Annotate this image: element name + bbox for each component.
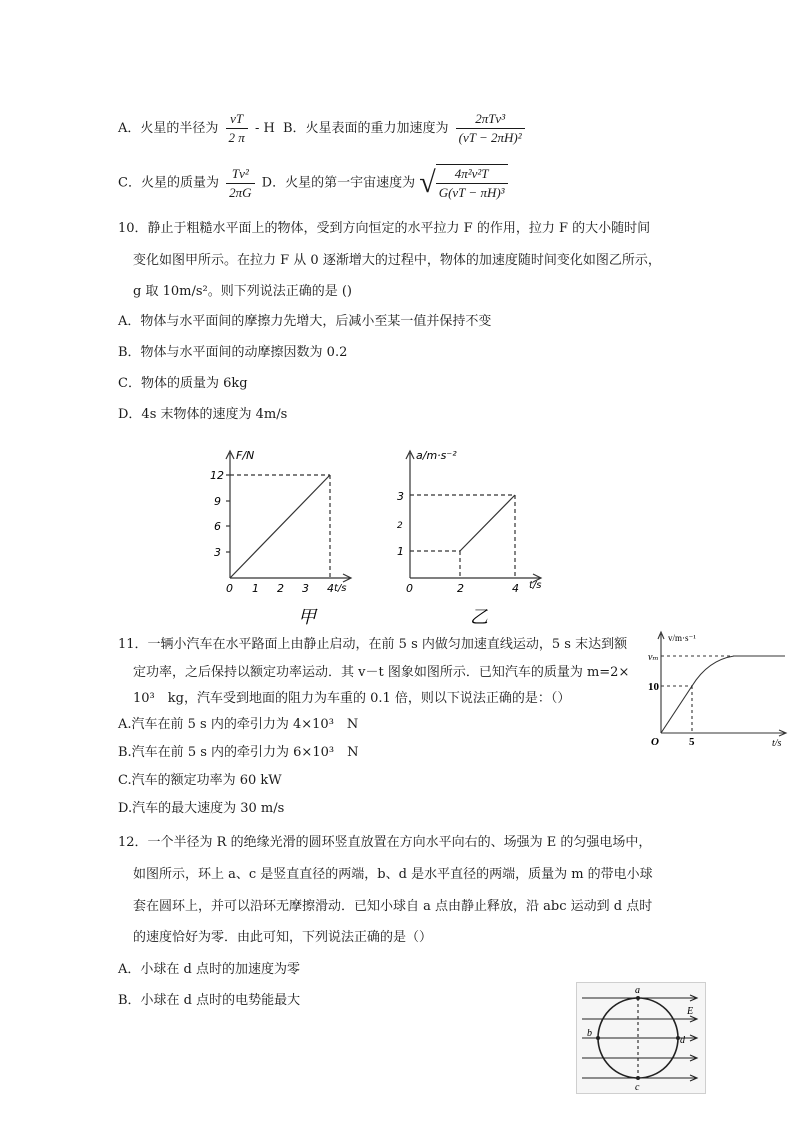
- q11-option-b: B.汽车在前 5 s 内的牵引力为 6×10³ N: [118, 745, 359, 760]
- q12-point-d: d: [680, 1035, 685, 1046]
- q10-yi-caption: 乙: [470, 607, 488, 628]
- q9-option-a-label: A．火星的半径为: [118, 121, 219, 136]
- q10-jia-ytick: 9: [214, 495, 221, 508]
- q10-yi-ylabel: a/m·s⁻²: [416, 449, 457, 462]
- q10-option-d: D．4s 末物体的速度为 4m/s: [118, 407, 288, 422]
- q12-stem-line4: 的速度恰好为零．由此可知，下列说法正确的是（）: [133, 930, 433, 945]
- q10-jia-xtick: 2: [277, 582, 284, 595]
- q11-graph-xlabel: t/s: [772, 738, 782, 748]
- q11-option-c: C.汽车的额定功率为 60 kW: [118, 773, 282, 788]
- q10-jia-xlabel: t/s: [334, 583, 347, 594]
- q12-stem-line1: 12．一个半径为 R 的绝缘光滑的圆环竖直放置在方向水平向右的、场强为 E 的匀强电场中，: [118, 835, 652, 850]
- q12-stem-line2: 如图所示，环上 a、c 是竖直直径的两端，b、d 是水平直径的两端，质量为 m 的带电小球: [133, 867, 653, 882]
- q11-graph-origin: O: [651, 736, 659, 748]
- q11-graph-y10: 10: [648, 681, 659, 693]
- sqrt-sign: √: [419, 166, 436, 199]
- q10-yi-xtick: 4: [512, 582, 519, 595]
- q10-yi-xtick: 2: [457, 582, 464, 595]
- q9-option-c-label: C．火星的质量为: [118, 175, 219, 191]
- q10-jia-caption: 甲: [298, 607, 316, 628]
- q11-stem-line2: 定功率，之后保持以额定功率运动．其 v－t 图象如图所示．已知汽车的质量为 m=2×: [133, 665, 630, 680]
- q12-field-diagram: [576, 982, 706, 1094]
- q9-option-d-label: D．火星的第一宇宙速度为: [261, 175, 416, 191]
- q10-jia-xtick: 1: [252, 582, 259, 595]
- q10-graph-yi: [385, 445, 560, 630]
- q10-jia-ytick: 3: [214, 546, 221, 559]
- q11-option-d: D.汽车的最大速度为 30 m/s: [118, 801, 285, 816]
- q12-field-E: E: [687, 1006, 694, 1017]
- q10-yi-xtick: 0: [406, 582, 413, 595]
- q10-jia-ytick: 6: [214, 520, 221, 533]
- q10-option-c: C．物体的质量为 6kg: [118, 376, 248, 391]
- q10-stem-line2: 变化如图甲所示。在拉力 F 从 0 逐渐增大的过程中，物体的加速度随时间变化如图乙所示，: [133, 253, 661, 268]
- q10-stem-line1: 10．静止于粗糙水平面上的物体，受到方向恒定的水平拉力 F 的作用，拉力 F 的大小随时间: [118, 221, 651, 236]
- q10-yi-xlabel: t/s: [529, 580, 542, 591]
- q10-jia-xtick: 3: [302, 582, 309, 595]
- q12-point-a: a: [635, 985, 640, 996]
- q9-option-d-fraction: $\frac{\text{4π²v²T}}{\text{G(vT − πH)³}}$: [436, 164, 508, 202]
- q12-point-b: b: [587, 1028, 592, 1039]
- q11-stem-line3: 10³ kg，汽车受到地面的阻力为车重的 0.1 倍，则以下说法正确的是：（）: [133, 691, 571, 706]
- q10-yi-ytick: 2: [397, 521, 403, 531]
- q11-graph-x5: 5: [689, 736, 695, 748]
- q9-option-b-fraction: $\frac{\text{2πTv³}}{\text{(vT − 2πH)²}}$: [456, 110, 525, 147]
- q10-option-b: B．物体与水平面间的动摩擦因数为 0.2: [118, 345, 348, 360]
- q10-option-a: A．物体与水平面间的摩擦力先增大，后减小至某一值并保持不变: [118, 314, 492, 329]
- q12-point-c: c: [635, 1082, 640, 1093]
- q9-option-c: [118, 164, 511, 202]
- q10-graph-jia: [200, 445, 360, 630]
- q9-option-a-fraction: $\frac{vT}{2 \pi}$: [226, 110, 248, 147]
- q10-jia-ylabel: F/N: [236, 449, 255, 462]
- q11-vt-graph: [648, 628, 792, 748]
- q9-option-a-tail: - H: [254, 121, 275, 136]
- q10-jia-xtick: 4: [327, 582, 334, 595]
- q11-option-a: A.汽车在前 5 s 内的牵引力为 4×10³ N: [118, 717, 359, 732]
- q10-yi-ytick: 1: [397, 545, 404, 558]
- q9-option-a: [118, 110, 528, 147]
- q11-graph-ylabel: v/m·s⁻¹: [668, 633, 696, 643]
- q9-option-b-label: B．火星表面的重力加速度为: [282, 121, 449, 136]
- q11-stem-line1: 11．一辆小汽车在水平路面上由静止启动，在前 5 s 内做匀加速直线运动，5 s 末达到额: [118, 637, 628, 652]
- q10-stem-line3: g 取 10m/s²。则下列说法正确的是 (): [133, 284, 352, 299]
- q10-yi-ytick: 3: [397, 490, 404, 503]
- q10-jia-ytick: 12: [210, 469, 224, 482]
- q12-stem-line3: 套在圆环上，并可以沿环无摩擦滑动．已知小球自 a 点由静止释放，沿 abc 运动到 d 点时: [133, 899, 653, 914]
- q12-option-a: A．小球在 d 点时的加速度为零: [118, 962, 300, 977]
- q9-option-c-fraction: $\frac{\text{Tv²}}{2\pi G}$: [226, 165, 254, 202]
- q10-jia-xtick: 0: [226, 582, 233, 595]
- q11-graph-vm: vₘ: [648, 652, 659, 663]
- q12-option-b: B．小球在 d 点时的电势能最大: [118, 993, 301, 1008]
